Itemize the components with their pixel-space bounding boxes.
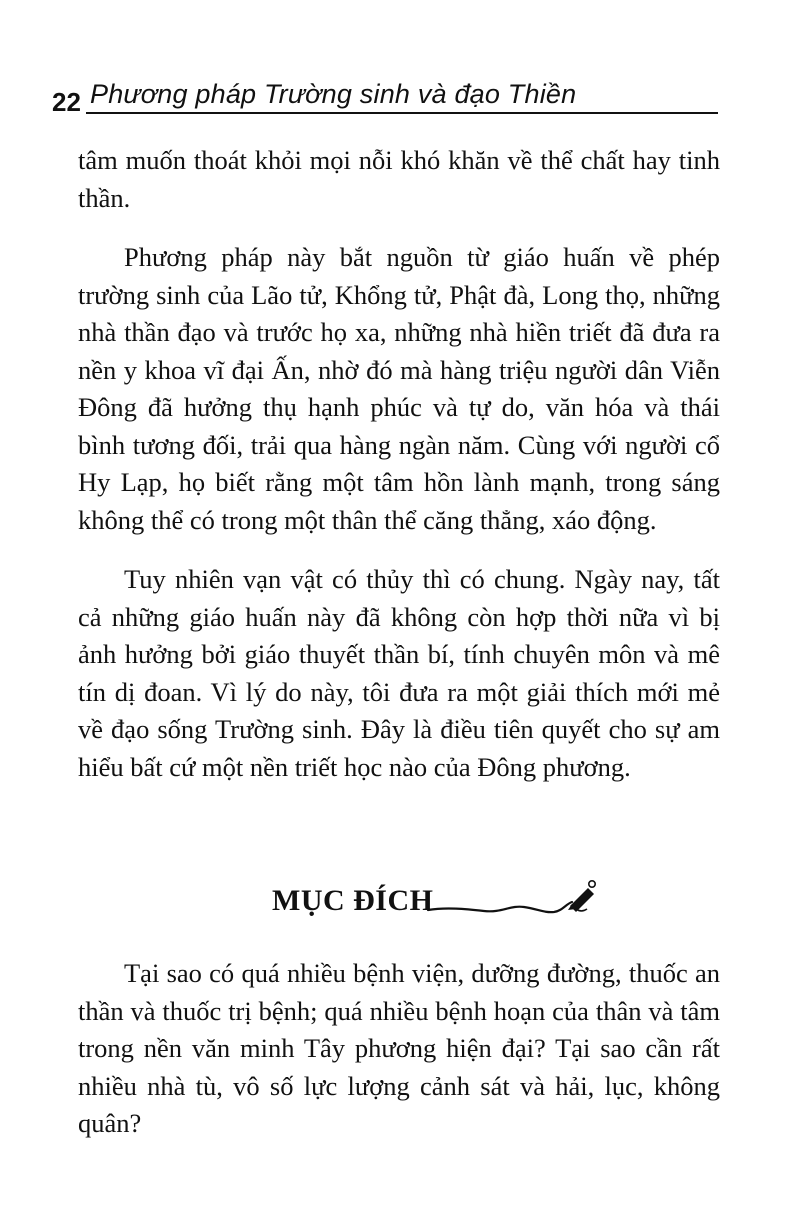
page-header <box>52 78 718 122</box>
pen-flourish-icon <box>426 876 602 926</box>
paragraph-origin: Phương pháp này bắt nguồn từ giáo huấn về phép trường sinh của Lão tử, Khổng tử, Phật đà, Long thọ, những nhà thần đạo và trước họ xa, những nhà hiền triết đã đưa ra nền y khoa vĩ đại Ấn, nhờ đó mà hàng triệu người dân Viễn Đông đã hưởng thụ hạnh phúc và tự do, văn hóa và thái bình tương đối, trải qua hàng ngàn năm. Cùng với người cổ Hy Lạp, họ biết rằng một tâm hồn lành mạnh, trong sáng không thể có trong một thân thể căng thẳng, xáo động. <box>78 242 720 535</box>
paragraph-continuation: tâm muốn thoát khỏi mọi nỗi khó khăn về thể chất hay tinh thần. <box>78 145 720 213</box>
section-heading: MỤC ĐÍCH <box>272 884 434 917</box>
paragraph-change: Tuy nhiên vạn vật có thủy thì có chung. Ngày nay, tất cả những giáo huấn này đã không còn hợp thời nữa vì bị ảnh hưởng bởi giáo thuyết thần bí, tính chuyên môn và mê tín dị đoan. Vì lý do này, tôi đưa ra một giải thích mới mẻ về đạo sống Trường sinh. Đây là điều tiên quyết cho sự am hiểu bất cứ một nền triết học nào của Đông phương. <box>78 564 720 782</box>
section-heading-block <box>272 876 602 926</box>
page-number: 22 <box>52 87 81 117</box>
paragraph-question: Tại sao có quá nhiều bệnh viện, dưỡng đường, thuốc an thần và thuốc trị bệnh; quá nhiều bệnh hoạn của thân và tâm trong nền văn minh Tây phương hiện đại? Tại sao cần rất nhiều nhà tù, vô số lực lượng cảnh sát và hải, lục, không quân? <box>78 958 720 1138</box>
body-text-bottom <box>78 955 720 1165</box>
body-text-top <box>78 142 720 808</box>
header-rule <box>86 112 718 114</box>
running-title: Phương pháp Trường sinh và đạo Thiền <box>90 79 577 109</box>
